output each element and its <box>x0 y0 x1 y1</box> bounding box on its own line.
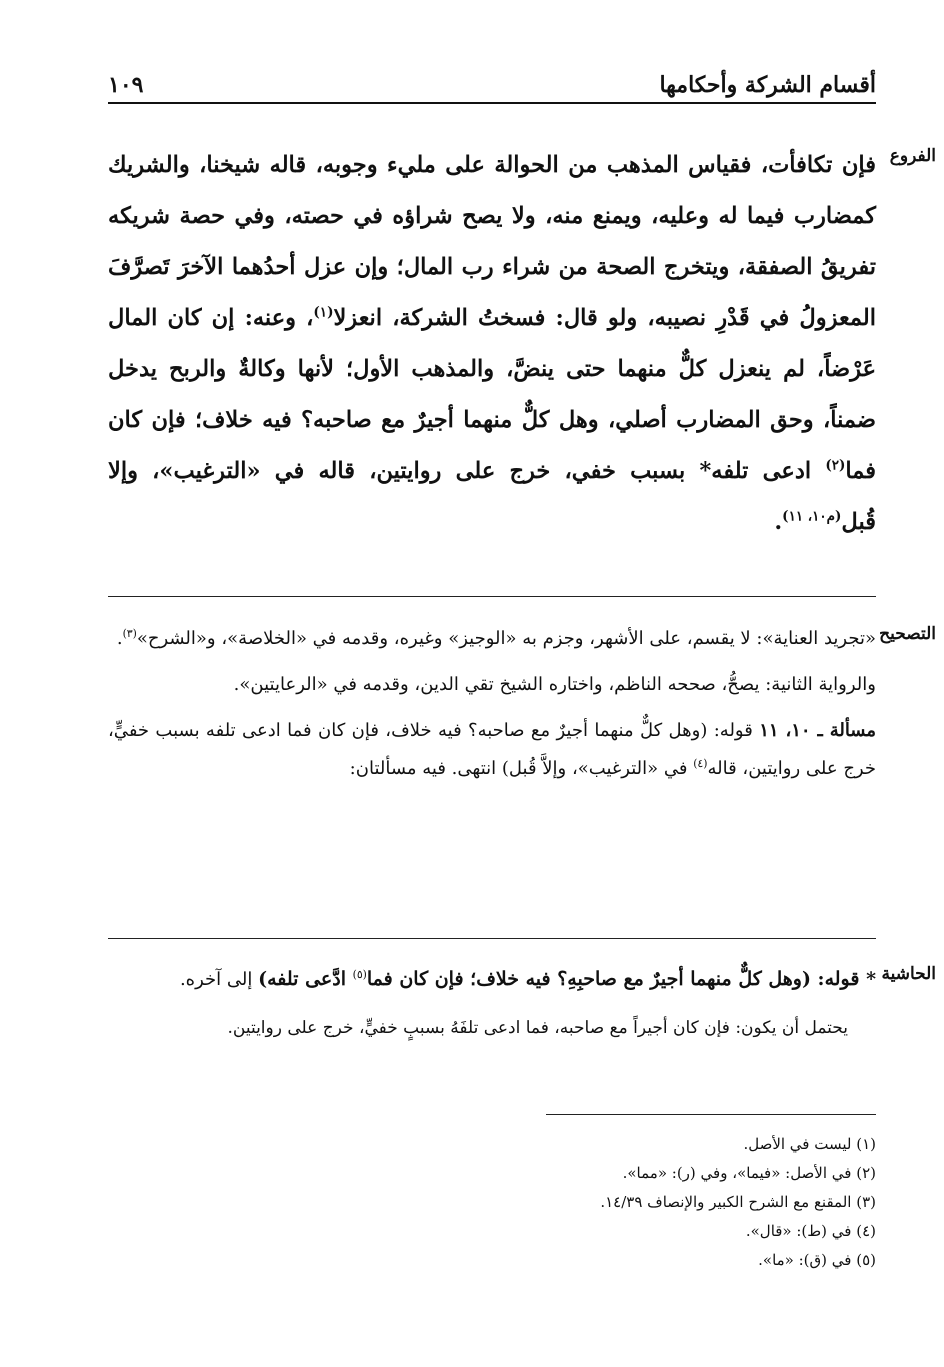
tashih-section <box>108 620 876 796</box>
footnote-4: (٤) في (ط): «قال». <box>745 1222 876 1240</box>
matn-text-4: . <box>774 509 783 535</box>
label-hashiya: الحاشية <box>881 964 936 984</box>
section-divider-1 <box>108 596 876 597</box>
hashiya-quote-2: ادَّعى تلفه) <box>258 968 353 990</box>
tashih-text-3a: قوله: (وهل كلٌّ منهما أجيرٌ مع صاحبه؟ فيه خلاف، فإن كان فما ادعى تلفه بسبب خفيٍّ، خرج على روايتين، قاله <box>108 720 876 779</box>
footnote-ref-2: (٢) <box>825 457 846 474</box>
footnote-2: (٢) في الأصل: «فيما»، وفي (ر): «مما». <box>622 1164 876 1182</box>
hashiya-explanation: يحتمل أن يكون: فإن كان أجيراً مع صاحبه، فما ادعى تلفَهُ بسببٍ خفيٍّ، خرج على روايتين. <box>227 1018 848 1038</box>
footnote-1: (١) ليست في الأصل. <box>743 1135 876 1153</box>
issue-heading: مسألة ـ ١٠، ١١ <box>759 720 877 741</box>
tashih-text-1b: . <box>116 628 123 649</box>
section-divider-2 <box>108 938 876 939</box>
footnote-ref-3: (٣) <box>122 627 137 640</box>
tashih-paragraph-3 <box>108 712 876 788</box>
hashiya-section <box>108 960 876 1047</box>
hashiya-quote <box>108 960 876 999</box>
footnote-rule <box>546 1114 876 1115</box>
running-title: أقسام الشركة وأحكامها <box>659 72 876 98</box>
matn-section <box>108 140 876 548</box>
tashih-paragraph-2: والرواية الثانية: يصحُّ، صححه الناظم، واختاره الشيخ تقي الدين، وقدمه في «الرعايتين». <box>233 674 876 695</box>
matn-text-1: فإن تكافأت، فقياس المذهب من الحوالة على مليء وجوبه، قاله شيخنا، والشريك كمضارب فيما له وعليه، ويمنع منه، ولا يصح شراؤه في حصته، وفي حصة شريكه تفريقُ الصفقة، ويتخرج الصحة من شراء رب المال؛ وإن عزل أحدُهما الآخرَ تَصرَّفَ المعزولُ في قَدْرِ نصيبه، ولو قال: فسختُ الشركة، انعزلا <box>108 152 876 331</box>
issue-ref: (م١٠، ١١) <box>782 508 842 525</box>
footnote-ref-4: (٤) <box>693 757 708 770</box>
header-rule <box>108 102 876 104</box>
tashih-text-1a: «تجريد العناية»: لا يقسم، على الأشهر، وجزم به «الوجيز» وغيره، وقدمه في «الخلاصة»، و«الشرح» <box>136 628 876 649</box>
hashiya-quote-3: إلى آخره. <box>179 969 259 990</box>
footnote-3: (٣) المقنع مع الشرح الكبير والإنصاف ١٤/٣٩. <box>600 1193 876 1211</box>
matn-text-3: ادعى تلفه* بسبب خفي، خرج على روايتين، قاله في «الترغيب»، وإلا قُبل <box>108 458 876 535</box>
page-header <box>108 70 876 100</box>
tashih-paragraph-1 <box>108 620 876 658</box>
footnote-5: (٥) في (ق): «ما». <box>758 1251 876 1269</box>
label-tashih: التصحيح <box>879 624 936 644</box>
tashih-text-3b: في «الترغيب»، وإلاَّ قُبل) انتهى. فيه مسألتان: <box>349 758 694 779</box>
footnote-ref-1: (١) <box>313 304 334 321</box>
label-furu: الفروع <box>889 146 936 166</box>
footnotes <box>108 1130 876 1275</box>
matn-text-2: ، وعنه: إن كان المال عَرْضاً، لم ينعزل كلٌّ منهما حتى ينضَّ، والمذهب الأول؛ لأنها وكالةٌ والربح يدخل ضمناً، وحق المضارب أصلي، وهل كلٌّ منهما أجيرٌ مع صاحبه؟ فيه خلاف؛ فإن كان فما <box>108 305 876 484</box>
footnote-ref-5: (٥) <box>352 968 367 981</box>
hashiya-quote-1: * قوله: (وهل كلٌّ منهما أجيرٌ مع صاحبِهِ؟ فيه خلاف؛ فإن كان فما <box>366 968 876 990</box>
page-number: ١٠٩ <box>108 72 144 98</box>
